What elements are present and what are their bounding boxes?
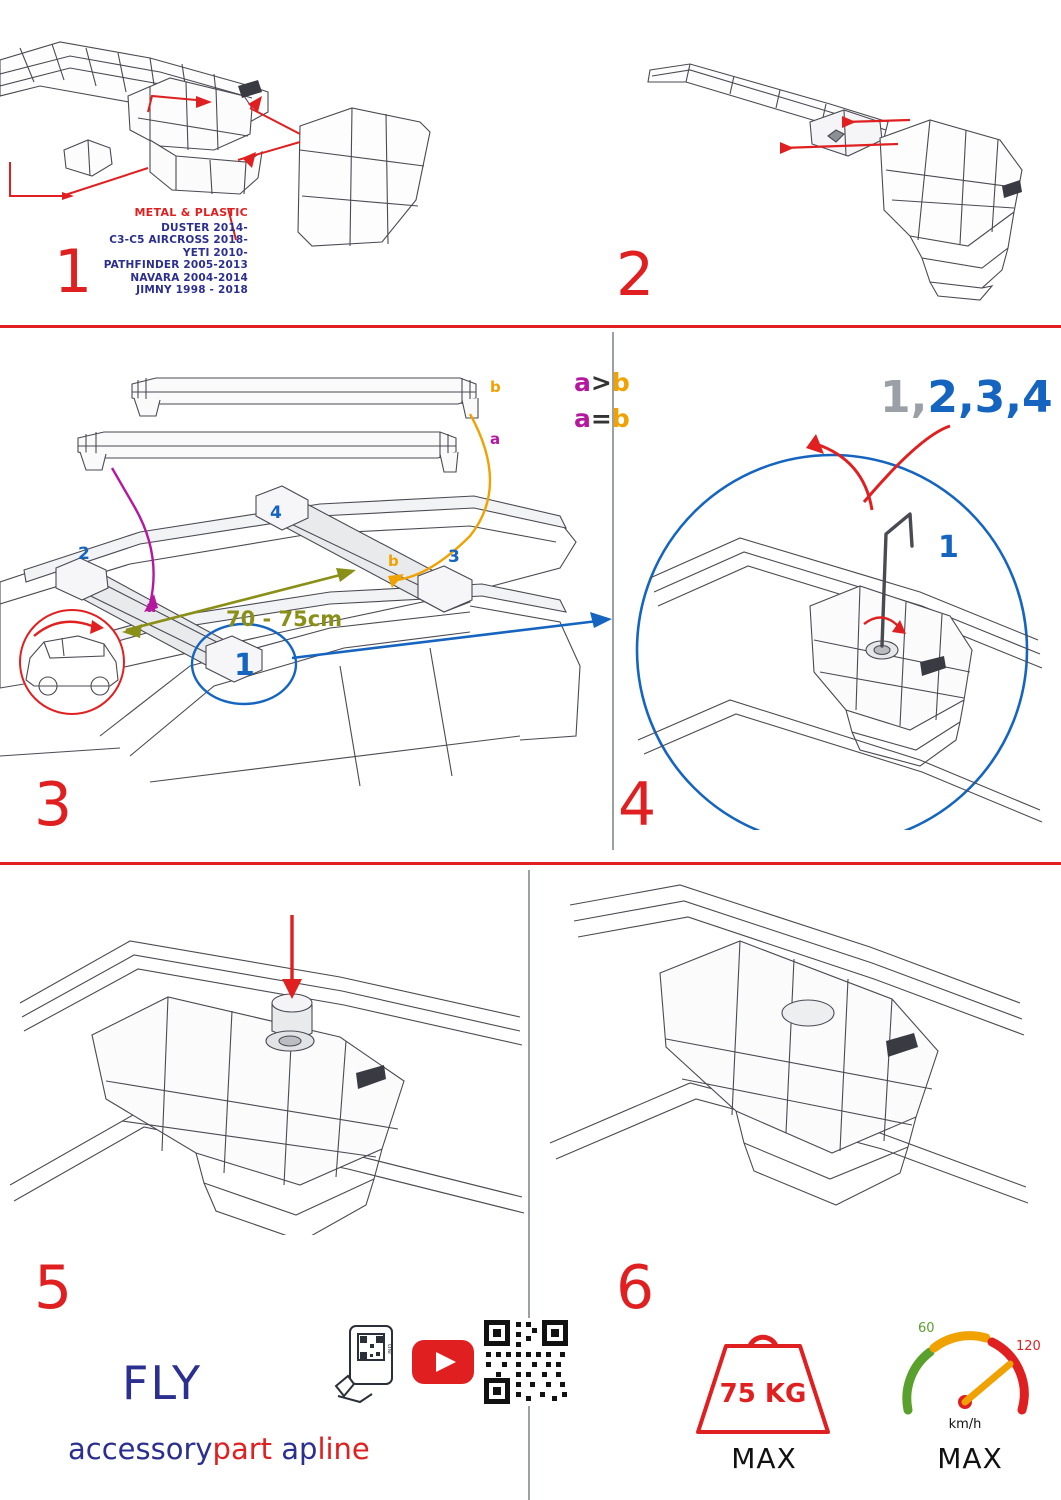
max-load-icon: [688, 1310, 838, 1440]
vehicle-item: JIMNY 1998 - 2018: [136, 283, 248, 296]
mount-label-a: a: [146, 598, 157, 616]
step-number-3: 3: [34, 770, 73, 840]
tighten-order-label: 1,2,3,4: [880, 372, 1053, 423]
youtube-icon[interactable]: [412, 1340, 474, 1384]
step-number-6: 6: [616, 1253, 655, 1323]
max-speed-gauge-icon: [890, 1306, 1050, 1436]
gauge-unit-label: km/h: [948, 1417, 982, 1432]
brand-tagline: [68, 1432, 370, 1466]
step6-illustration: [540, 875, 1040, 1225]
qr-code-icon: [482, 1318, 570, 1406]
step-number-5: 5: [34, 1253, 73, 1323]
step-number-1: 1: [54, 237, 93, 307]
phone-scan-icon: [332, 1322, 402, 1408]
vehicle-direction-icon: [20, 610, 124, 714]
step2-illustration: [630, 30, 1050, 330]
step-number-2: 2: [616, 240, 655, 310]
rule-a-equals-b: a=b: [574, 404, 630, 433]
max-load-label: MAX: [731, 1442, 797, 1475]
svg-text:the: the: [386, 1344, 393, 1354]
step3-illustration: [0, 336, 612, 846]
gauge-max-label: 120: [1016, 1339, 1041, 1354]
divider-row2: [0, 862, 1061, 865]
step4-callout-1: 1: [938, 530, 959, 565]
brand-fly: FLY: [122, 1356, 203, 1410]
position-4: 4: [270, 503, 282, 523]
vehicle-item: C3-C5 AIRCROSS 2018-: [109, 234, 248, 247]
step1-vehicle-list: [66, 222, 248, 296]
max-load-value: 75 KG: [719, 1379, 807, 1409]
position-1: 1: [234, 648, 255, 683]
step-number-4: 4: [618, 770, 657, 840]
step1-compat-title: METAL & PLASTIC: [134, 206, 248, 219]
bar-label-a: a: [490, 430, 501, 448]
vehicle-item: NAVARA 2004-2014: [130, 271, 248, 284]
max-speed-label: MAX: [937, 1442, 1003, 1475]
divider-row1: [0, 325, 1061, 328]
mount-label-b: b: [388, 552, 399, 570]
bar-distance-label: 70 - 75cm: [226, 607, 343, 631]
bar-label-b: b: [490, 378, 501, 396]
position-2: 2: [78, 544, 90, 564]
vehicle-item: PATHFINDER 2005-2013: [103, 259, 248, 272]
rule-a-greater-b: a>b: [574, 368, 630, 397]
vehicle-item: DUSTER 2014-: [161, 222, 248, 234]
brand-ap: ap: [281, 1432, 318, 1466]
step4-illustration: [620, 410, 1060, 830]
vehicle-item: YETI 2010-: [182, 246, 248, 259]
position-3: 3: [448, 547, 460, 567]
brand-part: part: [212, 1432, 273, 1466]
brand-line: line: [317, 1432, 370, 1466]
gauge-min-label: 60: [918, 1321, 935, 1336]
step5-illustration: [10, 885, 530, 1235]
brand-accessory: accessory: [68, 1432, 213, 1466]
